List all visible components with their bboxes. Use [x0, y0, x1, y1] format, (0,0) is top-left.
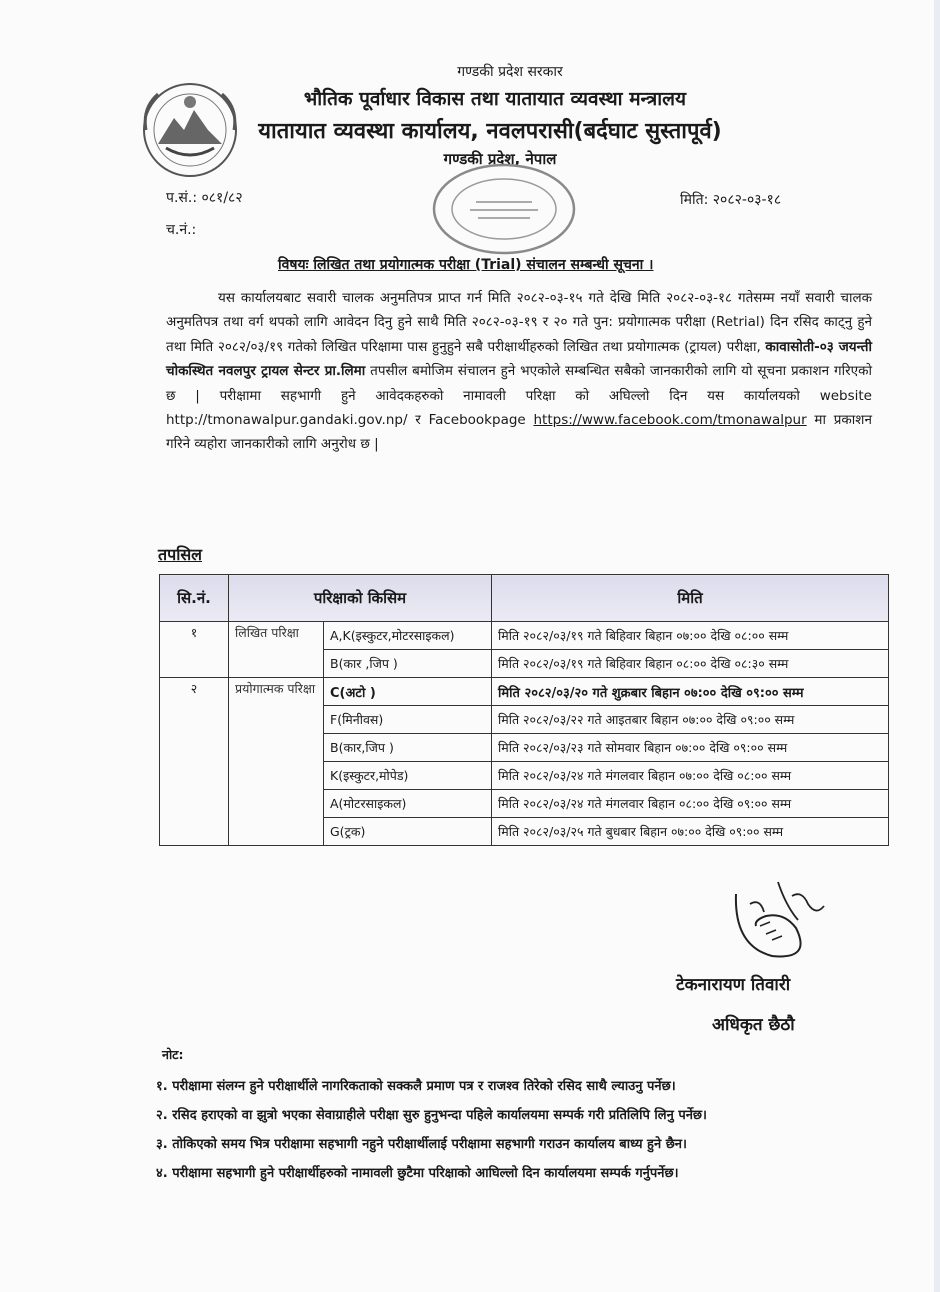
signature-image — [726, 876, 826, 962]
schedule-body — [160, 622, 889, 846]
vehicle-category-cell: K(इस्कुटर,मोपेड) — [324, 762, 492, 790]
office-name: यातायात व्यवस्था कार्यालय, नवलपरासी(बर्दघाट सुस्तापूर्व) — [258, 119, 722, 144]
signatory-title: अधिकृत छैठौ — [712, 1015, 795, 1035]
schedule-table — [159, 574, 889, 846]
notes-list — [156, 1072, 707, 1188]
notes-heading: नोट: — [162, 1047, 184, 1062]
vehicle-category-cell: B(कार,जिप ) — [324, 734, 492, 762]
page-edge — [934, 0, 940, 1292]
government-name: गण्डकी प्रदेश सरकार — [457, 64, 563, 80]
vehicle-category-cell: F(मिनीवस) — [324, 706, 492, 734]
exam-type-cell: लिखित परिक्षा — [229, 622, 324, 678]
exam-date-cell: मिति २०८२/०३/१९ गते बिहिवार बिहान ०७:०० देखि ०८:०० सम्म — [492, 622, 889, 650]
vehicle-category-cell: B(कार ,जिप ) — [324, 650, 492, 678]
header-serial: सि.नं. — [160, 575, 229, 622]
facebook-link[interactable]: https://www.facebook.com/tmonawalpur — [533, 412, 807, 429]
exam-date-cell: मिति २०८२/०३/२४ गते मंगलवार बिहान ०७:०० देखि ०८:०० सम्म — [492, 762, 889, 790]
trial-center-location: कावासोती-०३ जयन्ती चोकस्थित नवलपुर ट्रायल सेन्टर प्रा.लिमा — [166, 338, 872, 380]
serial-number-cell: २ — [160, 678, 229, 846]
header-exam-type: परिक्षाको किसिम — [229, 575, 492, 622]
notice-date: मिति: २०८२-०३-१८ — [680, 192, 782, 208]
exam-date-cell: मिति २०८२/०३/२२ गते आइतबार बिहान ०७:०० देखि ०९:०० सम्म — [492, 706, 889, 734]
body-text-part2: तपसील बमोजिम संचालन हुने भएकोले सम्बन्धित सबैको जानकारीको लागि यो सूचना प्रकाशन गरिएको छ | परीक्षामा सहभागी हुने आवेदकहरुको नामावली परिक्षा को अघिल्लो दिन यस कार्यालयको website http://tmonawalpur.gandaki.gov.np/ र Facebookpage — [166, 363, 872, 429]
signatory-name: टेकनारायण तिवारी — [676, 975, 791, 995]
office-stamp — [430, 160, 578, 258]
note-item: ४. परीक्षामा सहभागी हुने परीक्षार्थीहरुको नामावली छुटैमा परिक्षाको आघिल्लो दिन कार्यालयमा सम्पर्क गर्नुपर्नेछ। — [156, 1166, 679, 1181]
body-text-part1: यस कार्यालयबाट सवारी चालक अनुमतिपत्र प्राप्त गर्न मिति २०८२-०३-१५ गते देखि मिति २०८२-०३-१८ गतेसम्म नयाँ सवारी चालक अनुमतिपत्र तथा वर्ग थपको लागि आवेदन दिनु हुने साथै मिति २०८२-०३-१९ र २० गते पुन: प्रयोगात्मक परीक्षा (Retrial) दिन रसिद काट्नु हुने तथा मिति २०८२/०३/१९ गतेको लिखित परिक्षामा पास हुनुहुने सबै परीक्षार्थीहरुको लिखित तथा प्रयोगात्मक (ट्रायल) परीक्षा, — [166, 290, 872, 355]
table-row — [160, 622, 889, 650]
serial-number-cell: १ — [160, 622, 229, 678]
office-header — [0, 62, 940, 169]
header-date: मिति — [492, 575, 889, 622]
body-text-part3: मा प्रकाशन गरिने व्यहोरा जानकारीको लागि अनुरोध छ | — [166, 412, 872, 453]
ministry-name: भौतिक पूर्वाधार विकास तथा यातायात व्यवस्था मन्त्रालय — [303, 88, 687, 110]
exam-date-cell: मिति २०८२/०३/१९ गते बिहिवार बिहान ०८:०० देखि ०८:३० सम्म — [492, 650, 889, 678]
table-header-row — [160, 575, 889, 622]
province-name: गण्डकी प्रदेश, नेपाल — [443, 150, 557, 168]
exam-type-cell: प्रयोगात्मक परिक्षा — [229, 678, 324, 846]
note-item: १. परीक्षामा संलग्न हुने परीक्षार्थीले नागरिकताको सक्कलै प्रमाण पत्र र राजश्व तिरेको रसिद साथै ल्याउनु पर्नेछ। — [156, 1079, 676, 1094]
exam-date-cell: मिति २०८२/०३/२४ गते मंगलवार बिहान ०८:०० देखि ०९:०० सम्म — [492, 790, 889, 818]
dispatch-number: च.नं.: — [166, 222, 197, 238]
reference-number: प.सं.: ०८१/८२ — [166, 190, 243, 206]
note-item: ३. तोकिएको समय भित्र परीक्षामा सहभागी नहुने परीक्षार्थीलाई परीक्षामा सहभागी गराउन कार्यालय बाध्य हुने छैन। — [156, 1137, 687, 1152]
vehicle-category-cell: G(ट्रक) — [324, 818, 492, 846]
vehicle-category-cell: A(मोटरसाइकल) — [324, 790, 492, 818]
notice-body — [166, 286, 872, 457]
vehicle-category-cell: A,K(इस्कुटर,मोटरसाइकल) — [324, 622, 492, 650]
subject-line: विषयः लिखित तथा प्रयोगात्मक परीक्षा (Trial) संचालन सम्बन्धी सूचना । — [278, 257, 654, 273]
table-row — [160, 678, 889, 706]
exam-date-cell: मिति २०८२/०३/२५ गते बुधबार बिहान ०७:०० देखि ०९:०० सम्म — [492, 818, 889, 846]
vehicle-category-cell: C(अटो ) — [324, 678, 492, 706]
exam-date-cell: मिति २०८२/०३/२० गते शुक्रबार बिहान ०७:०० देखि ०९:०० सम्म — [492, 678, 889, 706]
note-item: २. रसिद हराएको वा झुत्रो भएका सेवाग्राहीले परीक्षा सुरु हुनुभन्दा पहिले कार्यालयमा सम्पर्क गरी प्रतिलिपि लिनु पर्नेछ। — [156, 1108, 707, 1123]
exam-date-cell: मिति २०८२/०३/२३ गते सोमवार बिहान ०७:०० देखि ०९:०० सम्म — [492, 734, 889, 762]
schedule-title: तपसिल — [158, 545, 203, 564]
